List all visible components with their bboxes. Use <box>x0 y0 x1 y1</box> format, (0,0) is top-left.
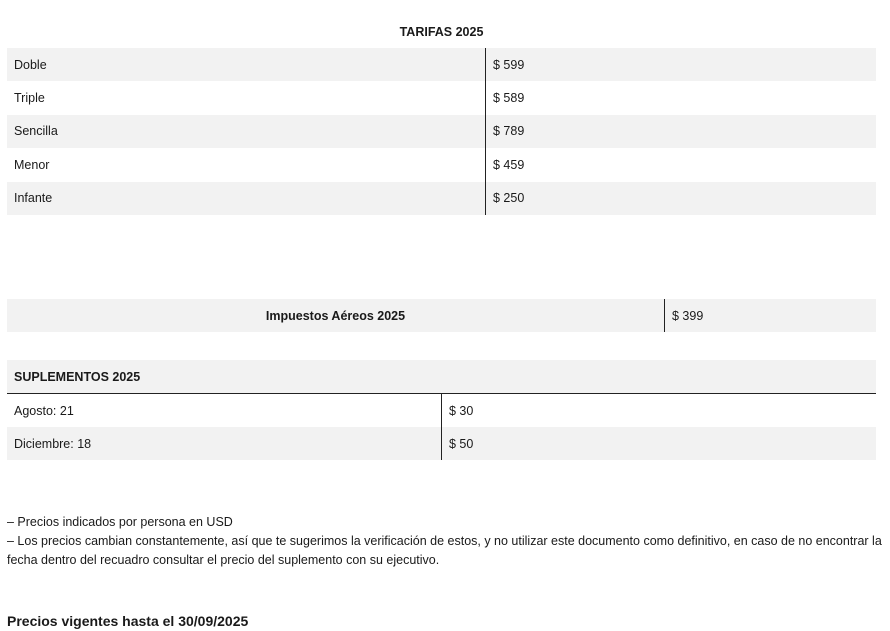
impuestos-table <box>7 299 876 332</box>
supplement-label: Diciembre: 18 <box>7 427 442 460</box>
rate-label: Infante <box>7 182 486 215</box>
suplementos-title: SUPLEMENTOS 2025 <box>7 360 876 394</box>
table-row <box>7 427 876 460</box>
rate-price: $ 589 <box>493 91 525 106</box>
rate-price: $ 250 <box>486 182 877 215</box>
note-line: – Los precios cambian constantemente, así que te sugerimos la verificación de estos, y no utilizar este documento como definitivo, en caso de no encontrar la fecha dentro del recuadro consultar el precio del suplemento con su ejecutivo. <box>7 534 882 567</box>
rate-label: Menor <box>7 148 486 181</box>
impuestos-label: Impuestos Aéreos 2025 <box>7 299 665 332</box>
rate-label: Triple <box>7 81 486 114</box>
note-line: – Precios indicados por persona en USD <box>7 515 233 529</box>
notes <box>7 513 883 570</box>
rate-price: $ 459 <box>493 157 525 172</box>
table-header-row <box>7 360 876 394</box>
supplement-price: $ 50 <box>442 427 877 460</box>
rate-label: Sencilla <box>7 115 486 148</box>
supplement-price: $ 30 <box>449 403 474 418</box>
rate-price: $ 599 <box>486 48 877 81</box>
tarifas-title: TARIFAS 2025 <box>399 25 484 39</box>
table-row <box>7 182 876 215</box>
validity-text: Precios vigentes hasta el 30/09/2025 <box>7 613 249 629</box>
suplementos-table <box>7 360 876 460</box>
rate-price: $ 789 <box>486 115 877 148</box>
table-row <box>7 299 876 332</box>
supplement-label: Agosto: 21 <box>7 394 442 428</box>
rate-label: Doble <box>7 48 486 81</box>
table-row <box>7 115 876 148</box>
table-row <box>7 394 876 428</box>
impuestos-price: $ 399 <box>665 299 877 332</box>
table-row <box>7 148 876 181</box>
table-row <box>7 81 876 114</box>
tarifas-table <box>7 48 876 215</box>
table-row <box>7 48 876 81</box>
